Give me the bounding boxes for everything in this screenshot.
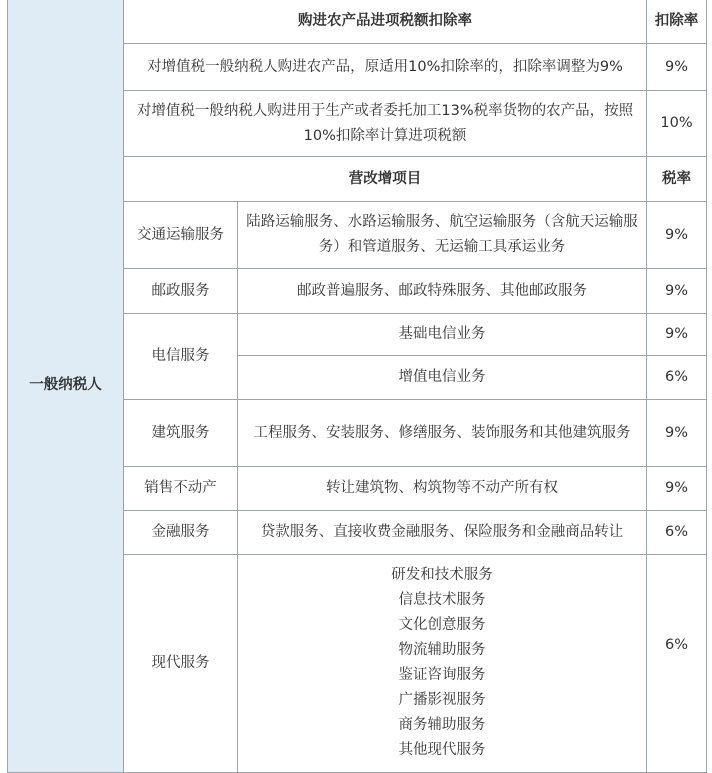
items-cell: 工程服务、安装服务、修缮服务、装饰服务和其他建筑服务 (238, 400, 647, 467)
category-cell: 电信服务 (124, 314, 238, 400)
agri-row-text: 对增值税一般纳税人购进农产品，原适用10%扣除率的，扣除率调整为9% (124, 44, 647, 91)
list-item: 信息技术服务 (398, 592, 486, 608)
rate-cell: 6% (647, 356, 707, 400)
list-item: 广播影视服务 (398, 692, 486, 708)
items-cell: 基础电信业务 (238, 314, 647, 356)
category-cell: 建筑服务 (124, 400, 238, 467)
agri-header: 购进农产品进项税额扣除率 (124, 0, 647, 44)
rate-cell: 9% (647, 314, 707, 356)
list-item: 商务辅助服务 (398, 717, 486, 733)
items-cell: 邮政普遍服务、邮政特殊服务、其他邮政服务 (238, 269, 647, 314)
items-cell: 贷款服务、直接收费金融服务、保险服务和金融商品转让 (238, 511, 647, 555)
category-cell: 交通运输服务 (124, 202, 238, 269)
list-item: 物流辅助服务 (398, 642, 486, 658)
rate-cell: 6% (647, 511, 707, 555)
tax-rate-table (7, 0, 707, 773)
items-cell: 增值电信业务 (238, 356, 647, 400)
agri-rate-header: 扣除率 (647, 0, 707, 44)
rate-cell: 9% (647, 269, 707, 314)
items-cell: 陆路运输服务、水路运输服务、航空运输服务（含航天运输服务）和管道服务、无运输工具承运业务 (238, 202, 647, 269)
category-cell: 现代服务 (124, 555, 238, 773)
rate-cell: 9% (647, 467, 707, 511)
category-cell: 销售不动产 (124, 467, 238, 511)
vat-rate-header: 税率 (647, 157, 707, 202)
modern-items-cell (238, 555, 647, 773)
rate-cell: 9% (647, 202, 707, 269)
agri-header-row (8, 0, 707, 44)
category-cell: 金融服务 (124, 511, 238, 555)
items-cell: 转让建筑物、构筑物等不动产所有权 (238, 467, 647, 511)
list-item: 其他现代服务 (398, 742, 486, 758)
rate-cell: 9% (647, 400, 707, 467)
list-item: 鉴证咨询服务 (398, 667, 486, 683)
agri-row-rate: 10% (647, 91, 707, 157)
list-item: 研发和技术服务 (391, 567, 493, 583)
vat-header: 营改增项目 (124, 157, 647, 202)
agri-row-rate: 9% (647, 44, 707, 91)
side-label: 一般纳税人 (8, 0, 124, 773)
modern-items-list (242, 563, 642, 763)
agri-row-text: 对增值税一般纳税人购进用于生产或者委托加工13%税率货物的农产品，按照10%扣除率计算进项税额 (124, 91, 647, 157)
category-cell: 邮政服务 (124, 269, 238, 314)
list-item: 文化创意服务 (398, 617, 486, 633)
rate-cell: 6% (647, 555, 707, 773)
